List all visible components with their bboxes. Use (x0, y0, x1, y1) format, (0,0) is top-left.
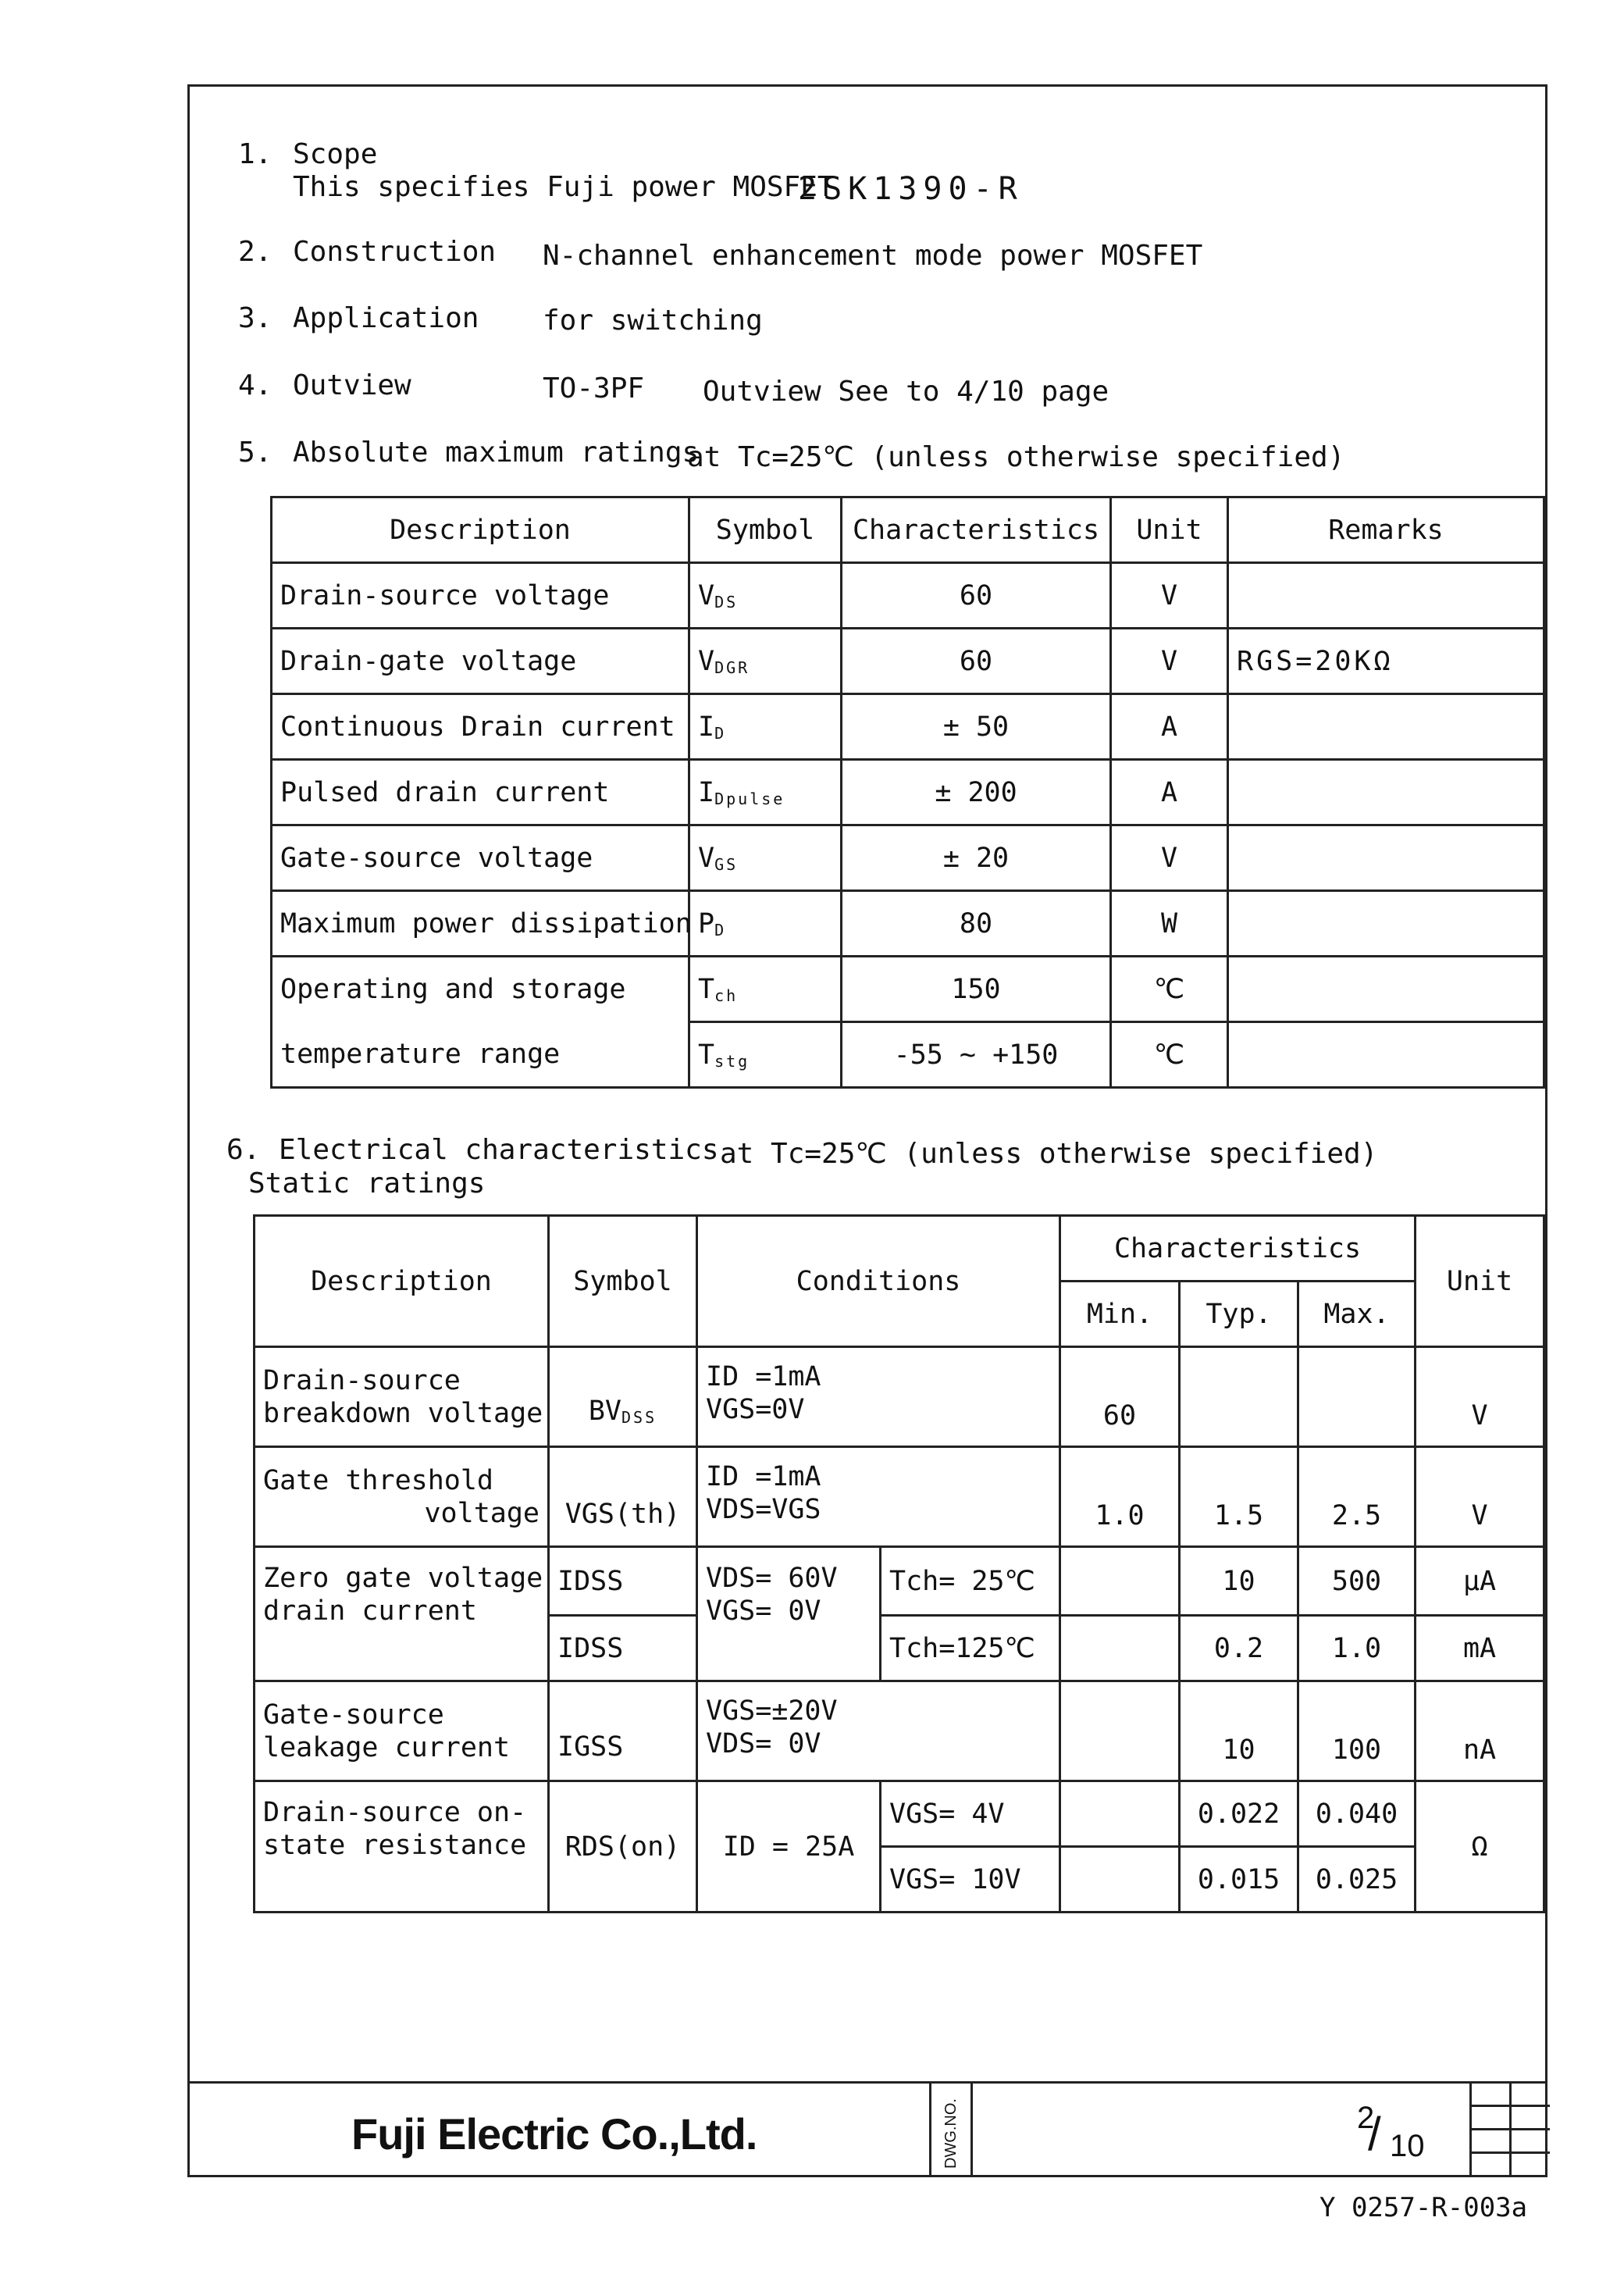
elec-gate-voltage: VGS= 10V (881, 1847, 1060, 1913)
abs-value: -55 ~ +150 (842, 1022, 1111, 1088)
elec-symbol: IDSS (549, 1616, 697, 1681)
abs-desc: Drain-source voltage (272, 563, 689, 629)
elec-desc: Drain-source breakdown voltage (255, 1347, 549, 1447)
elec-min (1060, 1847, 1180, 1913)
elec-unit: V (1416, 1447, 1544, 1547)
elec-min: 60 (1060, 1347, 1180, 1447)
abs-remarks: RGS=20KΩ (1228, 629, 1544, 694)
abs-unit: ℃ (1111, 1022, 1228, 1088)
elec-temp-condition: Tch= 25℃ (881, 1547, 1060, 1616)
dwg-label: DWG.NO. (942, 2098, 960, 2169)
section-4-note: Outview See to 4/10 page (703, 376, 1109, 408)
abs-remarks (1228, 891, 1544, 957)
abs-symbol: $T_{stg}$ (689, 1022, 842, 1088)
elec-row-rdson-4v (255, 1781, 1544, 1847)
abs-symbol: $V_{GS}$ (689, 825, 842, 891)
elec-typ: 0.2 (1180, 1616, 1298, 1681)
elec-symbol: IGSS (549, 1681, 697, 1781)
elec-typ: 0.022 (1180, 1781, 1298, 1847)
abs-desc: Operating and storage (272, 957, 689, 1022)
abs-symbol: $P_D$ (689, 891, 842, 957)
abs-remarks (1228, 1022, 1544, 1088)
abs-unit: W (1111, 891, 1228, 957)
elec-typ: 0.015 (1180, 1847, 1298, 1913)
abs-remarks (1228, 957, 1544, 1022)
elec-unit: Ω (1416, 1781, 1544, 1913)
abs-row (272, 1022, 1544, 1088)
abs-remarks (1228, 694, 1544, 760)
elec-header-max: Max. (1298, 1282, 1416, 1347)
footer-divider (187, 2081, 1547, 2084)
abs-row (272, 629, 1544, 694)
elec-header-min: Min. (1060, 1282, 1180, 1347)
part-number: 2SK1390-R (798, 171, 1024, 207)
elec-typ: 10 (1180, 1547, 1298, 1616)
elec-header-symbol: Symbol (549, 1216, 697, 1347)
elec-conditions: VGS=±20V VDS= 0V (697, 1681, 1060, 1781)
section-6-number: 6. (226, 1134, 261, 1166)
abs-symbol: $V_{DGR}$ (689, 629, 842, 694)
elec-conditions: ID =1mA VDS=VGS (697, 1447, 1060, 1547)
elec-max: 0.025 (1298, 1847, 1416, 1913)
abs-header-characteristics: Characteristics (842, 497, 1111, 563)
elec-temp-condition: Tch=125℃ (881, 1616, 1060, 1681)
abs-row (272, 563, 1544, 629)
elec-symbol: VGS(th) (549, 1447, 697, 1547)
static-ratings-subtitle: Static ratings (248, 1168, 486, 1200)
elec-unit: nA (1416, 1681, 1544, 1781)
elec-row-igss (255, 1681, 1544, 1781)
abs-desc: Continuous Drain current (272, 694, 689, 760)
abs-symbol: $I_{Dpulse}$ (689, 760, 842, 825)
elec-min (1060, 1547, 1180, 1616)
section-5-number: 5. (238, 437, 272, 469)
elec-typ: 1.5 (1180, 1447, 1298, 1547)
absolute-ratings-table (270, 496, 1545, 1089)
section-5-condition: at Tc=25℃ (unless otherwise specified) (687, 441, 1345, 473)
abs-value: ± 200 (842, 760, 1111, 825)
elec-conditions: ID = 25A (697, 1781, 881, 1913)
elec-max: 0.040 (1298, 1781, 1416, 1847)
elec-typ: 10 (1180, 1681, 1298, 1781)
abs-value: 150 (842, 957, 1111, 1022)
abs-value: 60 (842, 563, 1111, 629)
abs-symbol: $V_{DS}$ (689, 563, 842, 629)
abs-remarks (1228, 825, 1544, 891)
section-2-title: Construction (293, 236, 497, 268)
abs-unit: V (1111, 629, 1228, 694)
abs-header-symbol: Symbol (689, 497, 842, 563)
section-4-number: 4. (238, 369, 272, 401)
elec-gate-voltage: VGS= 4V (881, 1781, 1060, 1847)
elec-max: 2.5 (1298, 1447, 1416, 1547)
section-6-condition: at Tc=25℃ (unless otherwise specified) (720, 1138, 1378, 1170)
elec-min (1060, 1616, 1180, 1681)
abs-symbol: $T_{ch}$ (689, 957, 842, 1022)
elec-max: 100 (1298, 1681, 1416, 1781)
elec-min (1060, 1781, 1180, 1847)
elec-desc: Zero gate voltage drain current (255, 1547, 549, 1681)
abs-desc: temperature range (272, 1022, 689, 1088)
abs-remarks (1228, 760, 1544, 825)
elec-max: 1.0 (1298, 1616, 1416, 1681)
elec-header-typ: Typ. (1180, 1282, 1298, 1347)
abs-unit: A (1111, 760, 1228, 825)
abs-value: ± 20 (842, 825, 1111, 891)
section-3-value: for switching (543, 305, 763, 337)
elec-max: 500 (1298, 1547, 1416, 1616)
section-6-title: Electrical characteristics (279, 1134, 719, 1166)
abs-header-description: Description (272, 497, 689, 563)
abs-value: 80 (842, 891, 1111, 957)
abs-header-row (272, 497, 1544, 563)
abs-desc: Maximum power dissipation (272, 891, 689, 957)
section-1-number: 1. (238, 138, 272, 170)
abs-unit: ℃ (1111, 957, 1228, 1022)
elec-min: 1.0 (1060, 1447, 1180, 1547)
elec-typ (1180, 1347, 1298, 1447)
elec-symbol: RDS(on) (549, 1781, 697, 1913)
elec-unit: mA (1416, 1616, 1544, 1681)
elec-row-breakdown (255, 1347, 1544, 1447)
revision-grid (1469, 2081, 1550, 2177)
abs-unit: A (1111, 694, 1228, 760)
abs-value: ± 50 (842, 694, 1111, 760)
elec-row-threshold (255, 1447, 1544, 1547)
elec-unit: μA (1416, 1547, 1544, 1616)
section-2-value: N-channel enhancement mode power MOSFET (543, 240, 1203, 272)
electrical-characteristics-table (253, 1214, 1545, 1913)
dwg-label-box (929, 2081, 973, 2177)
section-3-title: Application (293, 302, 479, 334)
elec-unit: V (1416, 1347, 1544, 1447)
elec-desc: Gate-source leakage current (255, 1681, 549, 1781)
section-3-number: 3. (238, 302, 272, 334)
abs-row (272, 825, 1544, 891)
elec-header-description: Description (255, 1216, 549, 1347)
elec-min (1060, 1681, 1180, 1781)
company-logo: Fuji Electric Co.,Ltd. (351, 2109, 757, 2159)
abs-row (272, 694, 1544, 760)
abs-row (272, 891, 1544, 957)
abs-unit: V (1111, 825, 1228, 891)
abs-value: 60 (842, 629, 1111, 694)
elec-header-unit: Unit (1416, 1216, 1544, 1347)
section-5-title: Absolute maximum ratings (293, 437, 700, 469)
elec-desc: Gate threshold voltage (255, 1447, 549, 1547)
elec-header-conditions: Conditions (697, 1216, 1060, 1347)
section-4-title: Outview (293, 369, 411, 401)
elec-symbol: $BV_{DSS}$ (549, 1347, 697, 1447)
section-2-number: 2. (238, 236, 272, 268)
elec-max (1298, 1347, 1416, 1447)
abs-desc: Pulsed drain current (272, 760, 689, 825)
abs-desc: Drain-gate voltage (272, 629, 689, 694)
elec-row-idss-25 (255, 1547, 1544, 1616)
abs-header-remarks: Remarks (1228, 497, 1544, 563)
abs-unit: V (1111, 563, 1228, 629)
elec-header-characteristics: Characteristics (1060, 1216, 1416, 1282)
elec-conditions: ID =1mA VGS=0V (697, 1347, 1060, 1447)
abs-remarks (1228, 563, 1544, 629)
elec-conditions: VDS= 60V VGS= 0V (697, 1547, 881, 1681)
abs-row (272, 957, 1544, 1022)
elec-symbol: IDSS (549, 1547, 697, 1616)
elec-desc: Drain-source on- state resistance (255, 1781, 549, 1913)
section-1-title: Scope (293, 138, 378, 170)
section-4-value: TO-3PF (543, 373, 645, 405)
abs-desc: Gate-source voltage (272, 825, 689, 891)
abs-header-unit: Unit (1111, 497, 1228, 563)
abs-symbol: $I_D$ (689, 694, 842, 760)
abs-row (272, 760, 1544, 825)
document-code: Y 0257-R-003a (1320, 2192, 1528, 2223)
section-1-text: This specifies Fuji power MOSFET (293, 171, 835, 203)
